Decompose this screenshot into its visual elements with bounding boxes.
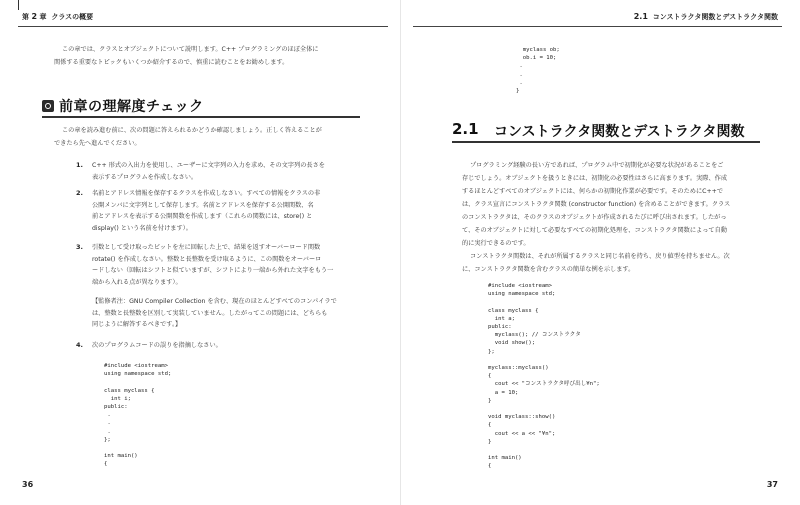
- paragraph-line: のコンストラクタは、そのクラスのオブジェクトが作成されるたびに呼び出されます。したがっ: [462, 214, 727, 221]
- running-head-left: [22, 12, 93, 22]
- question-number: 1.: [76, 161, 83, 169]
- question-line: 公開メンバに文字列として保存します。名前とアドレスを保存する公開関数、名: [92, 201, 314, 209]
- running-head-section-title: コンストラクタ関数とデストラクタ関数: [652, 13, 778, 21]
- supervisor-note: [92, 296, 354, 331]
- code-listing-left: #include <iostream> using namespace std; class myclass { int i; public: . . . }; int main() {: [104, 363, 172, 468]
- question-1: [92, 160, 354, 183]
- question-line: C++ 形式の入出力を使用し、ユーザーに文字列の入力を求め、その文字列の長さを: [92, 162, 325, 169]
- note-line: 【監修者注：GNU Compiler Collection を含む、現在のほとんどすべてのコンパイラで: [92, 298, 337, 305]
- question-line: 端から入れる点が異なります）。: [92, 278, 182, 286]
- section-heading: [42, 95, 360, 119]
- check-intro-line-1: この章を読み進む前に、次の問題に答えられるかどうか確認しましょう。正しく答えることが: [62, 127, 322, 134]
- chapter-title: クラスの概要: [51, 13, 94, 21]
- question-line: ードしない（回転はシフトと似ていますが、シフトにより一端から外れた文字をもう一: [92, 267, 334, 274]
- question-number: 3.: [76, 243, 83, 251]
- question-number: 2.: [76, 189, 83, 197]
- question-3: [92, 242, 354, 288]
- paragraph-line: て、そのオブジェクトに対して必要なすべての初期化処理を、コンストラクタ関数によって自動: [462, 227, 727, 234]
- running-head-section-number: 2.1: [633, 12, 648, 21]
- heading-underline: [452, 141, 760, 143]
- page-number: 37: [766, 480, 778, 489]
- header-rule: [413, 26, 782, 27]
- code-continuation: myclass ob; ob.i = 10; . . . }: [516, 47, 560, 95]
- section-number: 2.1: [452, 120, 479, 138]
- paragraph-line: 的に実行できるのです。: [462, 240, 530, 247]
- note-line: は、整数と長整数を区別して実装していません。したがってこの問題には、どちらも: [92, 309, 328, 317]
- code-listing-right: #include <iostream> using namespace std; class myclass { int a; public: myclass(); // コンストラクタ void show(); }; myclass::myclass() { cout << "コンストラクタ呼び出し¥n"; a = 10; } void myclass::show() { cout << a << "¥n"; } int main() {: [488, 283, 600, 470]
- question-line: 名前とアドレス情報を保存するクラスを作成しなさい。すべての情報をクラスの非: [92, 190, 321, 197]
- question-4: [92, 340, 354, 352]
- paragraph-line: に、コンストラクタ関数を含むクラスの簡単な例を示します。: [462, 266, 635, 273]
- intro-line-1: この章では、クラスとオブジェクトについて説明します。C++ プログラミングのほぼ全体に: [62, 46, 319, 53]
- question-line: 引数として受け取ったビットを左に回転した上で、結果を返すオーバーロード関数: [92, 244, 321, 251]
- section-marker-icon: [42, 100, 54, 112]
- section-heading: [452, 119, 752, 147]
- question-number: 4.: [76, 341, 83, 349]
- section-title: 前章の理解度チェック: [59, 99, 204, 115]
- section-title: コンストラクタ関数とデストラクタ関数: [494, 124, 745, 140]
- paragraph-line: プログラミング経験の長い方であれば、プログラム中で初期化が必要な状況があることをご: [470, 162, 724, 169]
- page-number: 36: [22, 480, 34, 489]
- paragraph-line: 存じでしょう。オブジェクトを扱うときには、初期化の必要性はさらに高まります。実際、作成: [462, 175, 728, 182]
- paragraph-line: コンストラクタ関数は、それが所属するクラスと同じ名前を持ち、戻り値型を持ちません。次: [470, 253, 730, 260]
- question-line: 表示するプログラムを作成しなさい。: [92, 173, 198, 181]
- chapter-prefix: 第: [22, 13, 29, 21]
- paragraph-line: するほとんどすべてのオブジェクトには、何らかの初期化作業が必要です。そのためにC++で: [462, 188, 724, 195]
- note-line: 同じように解答するべきです。】: [92, 321, 182, 328]
- chapter-suffix: 章: [39, 13, 47, 21]
- question-line: display() という名前を付けます）。: [92, 224, 192, 232]
- chapter-tab-line: [18, 0, 19, 10]
- paragraph-line: は、クラス宣言にコンストラクタ関数 (constructor function) を含めることができます。クラス: [462, 201, 731, 208]
- heading-underline: [42, 116, 360, 118]
- question-line: 前とアドレスを表示する公開関数を作成します（これらの関数には、store() と: [92, 213, 313, 220]
- chapter-number: 2: [31, 12, 38, 21]
- question-line: rotate() を作成しなさい。整数と長整数を受け取るように、この関数をオーバーロ: [92, 255, 322, 263]
- check-intro-line-2: できたら先へ進んでください。: [54, 140, 141, 147]
- question-2: [92, 188, 354, 234]
- question-line: 次のプログラムコードの誤りを指摘しなさい。: [92, 342, 222, 349]
- intro-line-2: 関係する重要なトピックもいくつか紹介するので、慎重に読むことをお勧めします。: [54, 59, 289, 66]
- running-head-right: [634, 12, 778, 22]
- header-rule: [18, 26, 388, 27]
